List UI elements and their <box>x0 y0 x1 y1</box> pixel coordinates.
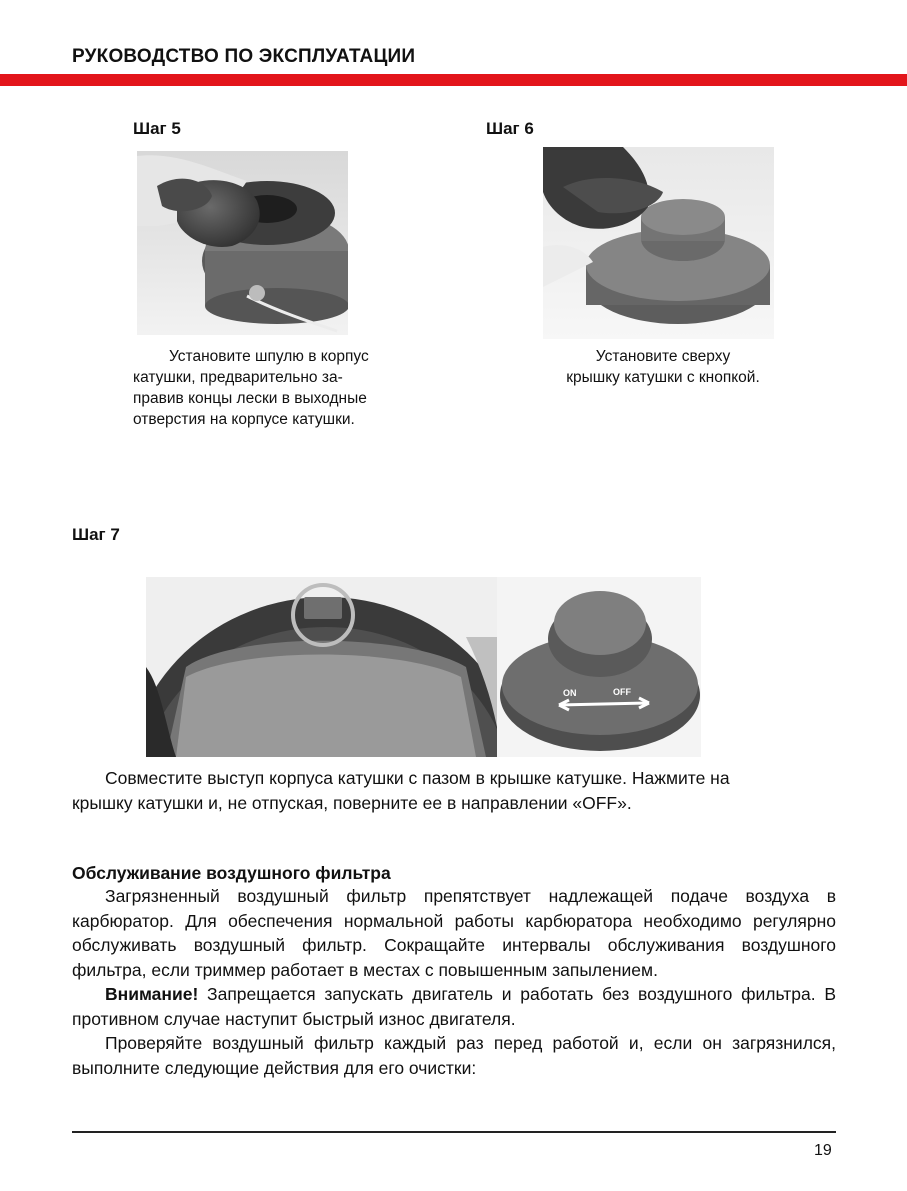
header-accent-bar <box>0 74 907 86</box>
air-filter-body <box>72 884 836 1080</box>
air-filter-title: Обслуживание воздушного фильтра <box>72 863 391 883</box>
step6-label: Шаг 6 <box>486 119 534 138</box>
step5-label: Шаг 5 <box>133 119 181 138</box>
caption-line: крышку катушки с кнопкой. <box>566 369 760 386</box>
page-number: 19 <box>814 1142 832 1159</box>
page-header-title: РУКОВОДСТВО ПО ЭКСПЛУАТАЦИИ <box>72 46 416 67</box>
step5-photo <box>137 151 348 335</box>
step7-label: Шаг 7 <box>72 525 120 544</box>
paragraph: Загрязненный воздушный фильтр препятствует надлежащей подаче воздуха в карбюратор. Для обеспечения нормальной работы карбюратора необходимо регулярно обслуживать воздушный фильтр. Сокращайте интервалы обслуживания воздушного фильтра, если триммер работает в местах с повышенным запылением. <box>72 886 836 980</box>
step7-photo-left <box>146 577 497 757</box>
warning-paragraph <box>72 982 836 1031</box>
caption-line: правив концы лески в выходные <box>133 390 367 407</box>
off-label: OFF <box>613 687 631 697</box>
text-line: Совместите выступ корпуса катушки с пазом в крышке катушке. Нажмите на <box>105 768 730 788</box>
step5-caption <box>133 346 433 430</box>
paragraph: Проверяйте воздушный фильтр каждый раз перед работой и, если он загрязнился, выполните следующие действия для его очистки: <box>72 1033 836 1078</box>
caption-line: отверстия на корпусе катушки. <box>133 411 355 428</box>
footer-divider <box>72 1131 836 1133</box>
step6-caption <box>543 346 783 388</box>
step7-text <box>72 766 842 815</box>
caption-line: Установите шпулю в корпус <box>169 348 369 365</box>
step7-photo-right <box>497 577 701 757</box>
warning-label: Внимание! <box>105 984 199 1004</box>
warning-text: Запрещается запускать двигатель и работать без воздушного фильтра. В противном случае наступит быстрый износ двигателя. <box>72 984 836 1029</box>
step6-photo <box>543 147 774 339</box>
caption-line: катушки, предварительно за- <box>133 369 343 386</box>
text-line: крышку катушки и, не отпуская, поверните ее в направлении «OFF». <box>72 792 632 813</box>
on-label: ON <box>563 688 577 698</box>
caption-line: Установите сверху <box>595 348 731 365</box>
